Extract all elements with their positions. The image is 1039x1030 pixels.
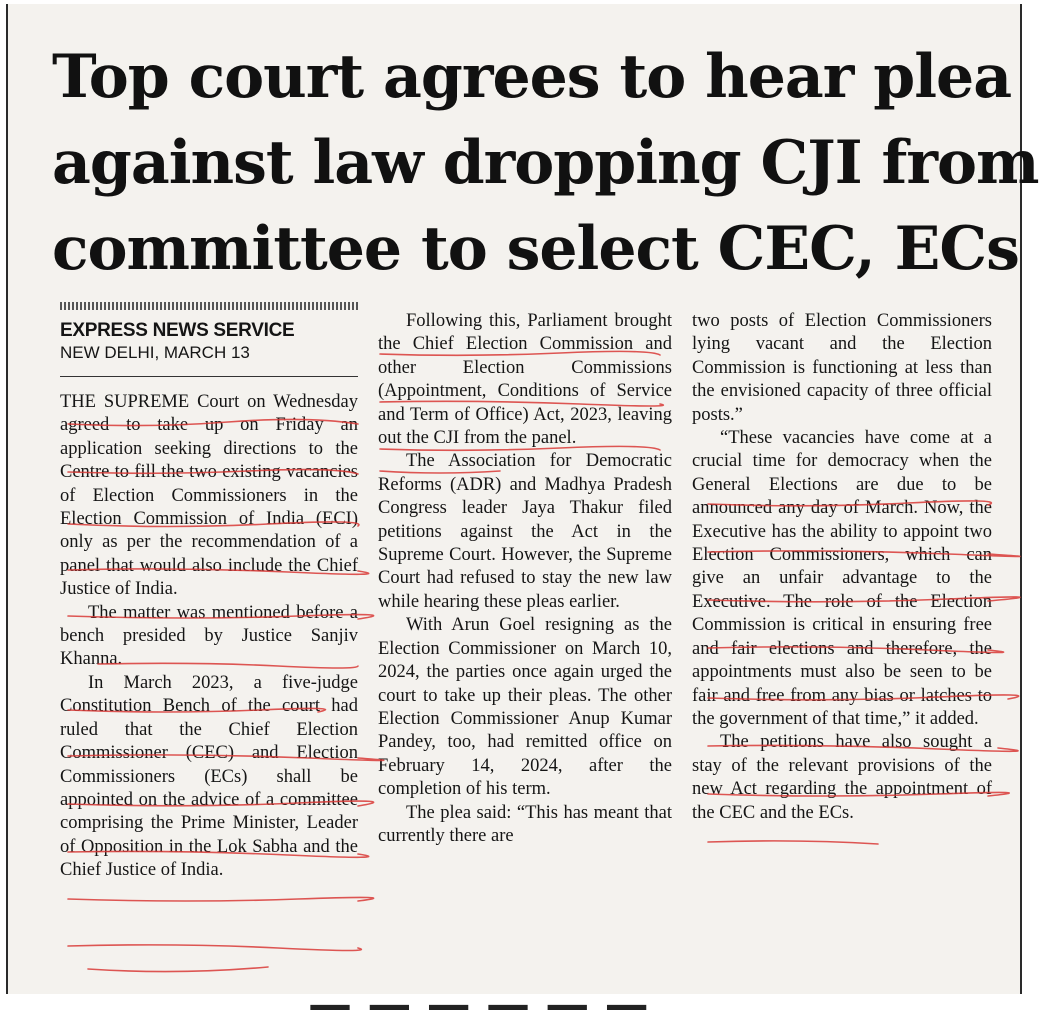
paragraph: Following this, Parliament brought the Chief Election Commission and other Election Commissions (Appointment, Conditions of Service and Term of Office) Act, 2023, leaving out the CJI from the panel. [378,311,672,449]
paragraph: “These vacancies have come at a crucial time for democracy when the General Elections are due to be announced any day of March. Now, the Executive has the ability to appoint two Election Commissioners, which can give an unfair advantage to the Executive. The role of the Election Commission is critical in ensuring free and fair elections and therefore, the appointments must also be seen to be fair and free from any bias or latches to the government of that time,” it added. [692,428,992,729]
underline-mark [68,897,374,901]
paragraph: The plea said: “This has meant that currently there are [378,802,672,846]
article-column-3 [692,310,992,825]
headline-line-3: committee to select CEC, ECs [52,214,1019,284]
paragraph: With Arun Goel resigning as the Election Commissioner on March 10, 2024, the parties once again urged the court to take up their pleas. The other Election Commissioner Anup Kumar Pandey, too, had remitted office on February 14, 2024, after the completion of his term. [378,615,672,800]
underline-mark [68,945,361,951]
dateline: NEW DELHI, MARCH 13 [60,342,358,377]
headline-line-1: Top court agrees to hear plea [52,42,1012,112]
article-column-2 [378,310,672,848]
article-column-1 [60,302,358,883]
byline-agency: EXPRESS NEWS SERVICE [60,320,295,341]
newspaper-clipping [6,4,1039,1030]
paragraph: The Association for Democratic Reforms (ADR) and Madhya Pradesh Congress leader Jaya Thakur filed petitions against the Act in the Supreme Court. However, the Supreme Court had refused to stay the new law while hearing these pleas earlier. [378,451,672,612]
next-headline-fragment: — — — — — — [308,979,649,1030]
underline-mark [88,967,268,972]
underline-mark [708,841,878,844]
headline-line-2: against law dropping CJI from [52,128,1039,198]
paragraph: two posts of Election Commissioners lying vacant and the Election Commission is functioning at less than the envisioned capacity of three official posts.” [692,311,992,425]
headline [52,34,1039,292]
paragraph: The matter was mentioned before a bench presided by Justice Sanjiv Khanna. [60,602,358,670]
paragraph: In March 2023, a five-judge Constitution Bench of the court had ruled that the Chief Election Commissioner (CEC) and Election Commissioners (ECs) shall be appointed on the advice of a committee comprising the Prime Minister, Leader of Opposition in the Lok Sabha and the Chief Justice of India. [60,672,358,881]
paragraph: THE SUPREME Court on Wednesday agreed to take up on Friday an application seeking directions to the Centre to fill the two existing vacancies of Election Commissioners in the Election Commission of India (ECI) only as per the recommendation of a panel that would also include the Chief Justice of India. [60,392,358,600]
paragraph: The petitions have also sought a stay of the relevant provisions of the new Act regarding the appointment of the CEC and the ECs. [692,732,992,823]
byline-rule [60,302,358,310]
